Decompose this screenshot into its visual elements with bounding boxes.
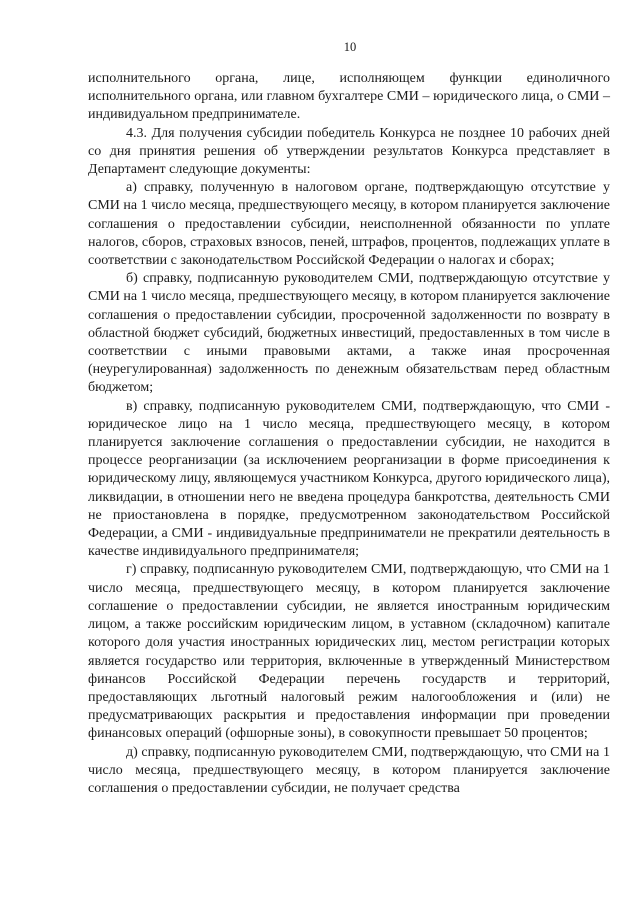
page-number: 10 bbox=[343, 40, 357, 54]
paragraph-clause-4-3: 4.3. Для получения субсидии победитель Конкурса не позднее 10 рабочих дней со дня принятия решения об утверждении результатов Конкурса представляет в Департамент следующие документы: bbox=[88, 125, 610, 178]
paragraph-item-d: д) справку, подписанную руководителем СМИ, подтверждающую, что СМИ на 1 число месяца, предшествующего месяцу, в котором планируется заключение соглашения о предоставлении субсидии, не получает средства bbox=[88, 744, 610, 796]
paragraph-item-a: а) справку, полученную в налоговом органе, подтверждающую отсутствие у СМИ на 1 число месяца, предшествующего месяцу, в котором планируется заключение соглашения о предоставлении субсидии, неисполненной обязанности по уплате налогов, сборов, страховых взносов, пеней, штрафов, процентов, подлежащих уплате в соответствии с законодательством Российской Федерации о налогах и сборах; bbox=[88, 180, 610, 269]
paragraph-continuation: исполнительного органа, лице, исполняющем функции единоличного исполнительного органа, или главном бухгалтере СМИ – юридического лица, о СМИ – индивидуальном предпринимателе. bbox=[88, 71, 610, 123]
document-body bbox=[88, 70, 610, 798]
paragraph-item-v: в) справку, подписанную руководителем СМИ, подтверждающую, что СМИ - юридическое лицо на 1 число месяца, предшествующего месяцу, в котором планируется заключение соглашения о предоставлении субсидии, не находится в процессе реорганизации (за исключением реорганизации в форме присоединения к юридическому лицу, являющемуся участником Конкурса, другого юридического лица), ликвидации, в отношении него не введена процедура банкротства, деятельность СМИ не приостановлена в порядке, предусмотренном законодательством Российской Федерации, а СМИ - индивидуальные предприниматели не прекратили деятельность в качестве индивидуального предпринимателя; bbox=[88, 398, 610, 560]
paragraph-item-g: г) справку, подписанную руководителем СМИ, подтверждающую, что СМИ на 1 число месяца, предшествующего месяцу, в котором планируется заключение соглашение о предоставлении субсидии, не является иностранным юридическим лицом, а также российским юридическим лицом, в уставном (складочном) капитале которого доля участия иностранных юридических лиц, местом регистрации которых является государство или территория, включенные в утвержденный Министерством финансов Российской Федерации перечень государств и территорий, предоставляющих льготный налоговый режим налогообложения и (или) не предусматривающих раскрытия и предоставления информации при проведении финансовых операций (офшорные зоны), в совокупности превышает 50 процентов; bbox=[88, 562, 610, 742]
paragraph-item-b: б) справку, подписанную руководителем СМИ, подтверждающую отсутствие у СМИ на 1 число месяца, предшествующего месяцу, в котором планируется заключение соглашения о предоставлении субсидии, просроченной задолженности по возврату в областной бюджет субсидий, бюджетных инвестиций, предоставленных в том числе в соответствии с иными правовыми актами, а также иная просроченная (неурегулированная) задолженность по денежным обязательствам перед областным бюджетом; bbox=[88, 271, 610, 396]
